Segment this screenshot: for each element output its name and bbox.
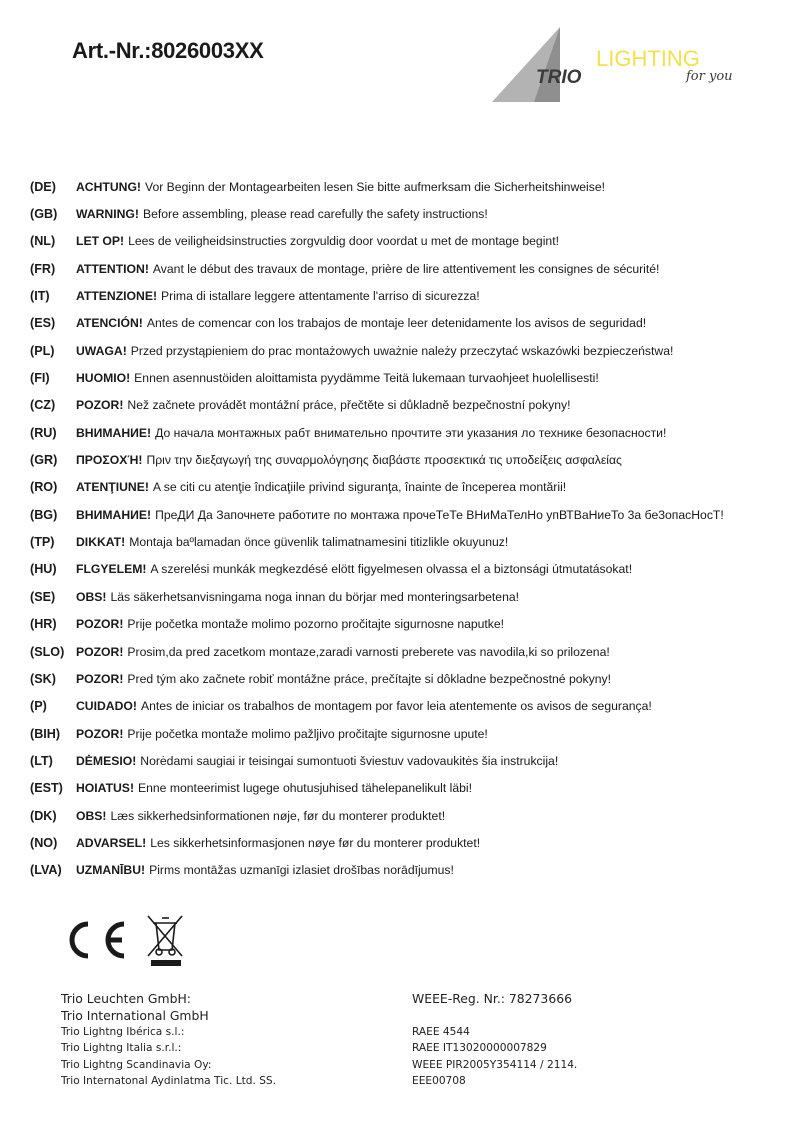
warning-keyword: ATTENZIONE! (76, 289, 158, 304)
warning-message: Les sikkerhetsinformasjonen nøye før du monterer produktet! (150, 835, 481, 850)
warning-text (76, 289, 480, 303)
warning-text (76, 562, 632, 576)
article-number: Art.-Nr.:8026003XX (72, 38, 264, 63)
warning-message: Prije početka montaže molimo pozorno pročitajte sigurnosne naputke! (127, 617, 505, 632)
warning-row (30, 747, 790, 774)
warning-text (76, 863, 454, 877)
raee-it-number: RAEE IT13020000007829 (412, 1042, 547, 1055)
warning-keyword: FLGYELEM! (76, 562, 147, 577)
warning-message: Než začnete provádět montážní práce, přečtěte si důkladně bezpečnostní pokyny! (127, 398, 571, 413)
language-code: (NO) (30, 835, 58, 850)
language-code: (PL) (30, 343, 55, 358)
warning-keyword: HOIATUS! (76, 781, 134, 796)
warning-row (30, 337, 790, 364)
warning-text (76, 590, 519, 604)
warning-text (76, 754, 558, 768)
company-name: Trio Lightng Ibérica s.l.: (61, 1026, 185, 1038)
language-code: (DK) (30, 808, 57, 823)
company-name: Trio Lightng Scandinavia Oy: (61, 1058, 212, 1071)
warning-keyword: HUOMIO! (76, 371, 131, 386)
warning-message: Läs säkerhetsanvisningama noga innan du börjar med monteringsarbetena! (110, 589, 520, 604)
company-name: Trio Internatonal Aydinlatma Tic. Ltd. SS. (61, 1075, 277, 1088)
warning-row (30, 611, 790, 638)
warning-row (30, 501, 790, 528)
spacer (412, 1007, 577, 1024)
language-code: (EST) (30, 781, 63, 796)
company-addresses (61, 990, 276, 1090)
language-code: (GB) (30, 207, 58, 222)
warning-text (76, 344, 673, 358)
eee-number: EEE00708 (412, 1075, 466, 1088)
warning-keyword: POZOR! (76, 617, 124, 632)
warning-text (76, 316, 646, 330)
language-code: (IT) (30, 289, 50, 304)
warning-text (76, 234, 559, 248)
warning-keyword: POZOR! (76, 671, 124, 686)
logo-tagline-text: for you (686, 69, 733, 84)
language-code: (ES) (30, 316, 56, 331)
language-code: (P) (30, 699, 47, 714)
company-name: Trio Lightng Italia s.r.l.: (61, 1042, 182, 1055)
warning-row (30, 200, 790, 227)
warning-text (76, 508, 724, 522)
warning-row (30, 392, 790, 419)
warning-text (76, 398, 570, 412)
warning-message: Avant le début des travaux de montage, prière de lire attentivement les consignes de sécurité! (152, 261, 660, 276)
warning-keyword: ATENŢIUNE! (76, 480, 149, 495)
warning-keyword: ВНИМАНИЕ! (76, 425, 152, 440)
warning-row (30, 802, 790, 829)
warning-message: Pirms montāžas uzmanīgi izlasiet drošības norādījumus! (149, 863, 454, 878)
company-name: Trio International GmbH (61, 1008, 209, 1023)
warning-row (30, 228, 790, 255)
warning-keyword: OBS! (76, 589, 107, 604)
warning-keyword: ΠΡΟΣΟΧΉ! (76, 453, 143, 468)
trio-lighting-logo (490, 22, 750, 104)
marks-graphic (62, 914, 192, 970)
warning-keyword: POZOR! (76, 644, 124, 659)
language-code: (BIH) (30, 726, 61, 741)
weee-pir-number: WEEE PIR2005Y354114 / 2114. (412, 1058, 578, 1071)
warning-text (76, 809, 445, 823)
language-code: (GR) (30, 453, 58, 468)
warning-row (30, 775, 790, 802)
warning-message: A szerelési munkák megkezdésé elött figyelmesen olvassa el a biztonsági útmutatásokat! (150, 562, 633, 577)
warning-text (76, 645, 610, 659)
warning-keyword: UZMANĪBU! (76, 863, 146, 878)
warning-row (30, 720, 790, 747)
warning-keyword: ACHTUNG! (76, 179, 141, 194)
trio-logo-graphic (490, 22, 750, 104)
warning-message: Antes de comencar con los trabajos de montaje leer detenidamente los avisos de seguridad! (146, 316, 647, 331)
warning-message: Ennen asennustöiden aloittamista pyydämme Teitä lukemaan turvaohjeet huolellisesti! (134, 371, 599, 386)
warning-row (30, 474, 790, 501)
logo-brand-text: TRIO (536, 67, 582, 88)
language-code: (TP) (30, 535, 55, 550)
warning-row (30, 282, 790, 309)
warning-message: Læs sikkerhedsinformationen nøje, før du monterer produktet! (110, 808, 446, 823)
language-code: (RO) (30, 480, 58, 495)
ce-mark-icon (72, 924, 124, 956)
language-code: (FI) (30, 371, 50, 386)
warning-text (76, 371, 599, 385)
language-code: (DE) (30, 179, 56, 194)
warning-keyword: OBS! (76, 808, 107, 823)
warning-keyword: ATTENTION! (76, 261, 149, 276)
warning-row (30, 255, 790, 282)
warning-row (30, 364, 790, 391)
warning-row (30, 665, 790, 692)
warning-text (76, 836, 480, 850)
warning-text (76, 672, 611, 686)
warning-row (30, 419, 790, 446)
language-code: (RU) (30, 425, 57, 440)
warning-text (76, 781, 472, 795)
warning-row (30, 583, 790, 610)
warning-keyword: ВНИМАНИЕ! (76, 507, 152, 522)
warning-keyword: DĖMESIO! (76, 753, 137, 768)
language-code: (SE) (30, 589, 56, 604)
language-code: (HR) (30, 617, 57, 632)
language-code: (SK) (30, 671, 56, 686)
warning-message: Prije početka montaže molimo pažljivo pročitajte sigurnosne upute! (127, 726, 488, 741)
warning-row (30, 693, 790, 720)
warning-keyword: POZOR! (76, 726, 124, 741)
language-code: (HU) (30, 562, 57, 577)
company-name: Trio Leuchten GmbH: (61, 991, 191, 1006)
language-code: (CZ) (30, 398, 56, 413)
warning-row (30, 310, 790, 337)
warning-text (76, 262, 659, 276)
warning-message: Lees de veiligheidsinstructies zorgvuldig door voordat u met de montage begint! (128, 234, 559, 249)
weee-bar-icon (151, 960, 181, 966)
warning-keyword: UWAGA! (76, 343, 127, 358)
warning-text (76, 180, 605, 194)
warning-text (76, 699, 652, 713)
warning-keyword: DIKKAT! (76, 535, 126, 550)
registration-numbers (412, 990, 577, 1090)
warning-row (30, 446, 790, 473)
language-code: (SLO) (30, 644, 65, 659)
warning-keyword: ADVARSEL! (76, 835, 147, 850)
warning-message: Before assembling, please read carefully the safety instructions! (142, 207, 488, 222)
warning-row (30, 638, 790, 665)
warning-row (30, 528, 790, 555)
warning-row (30, 556, 790, 583)
language-code: (BG) (30, 507, 58, 522)
language-code: (NL) (30, 234, 56, 249)
warning-message: Antes de iniciar os trabalhos de montagem por favor leia atentemente os avisos de segurança! (140, 699, 652, 714)
warning-row (30, 829, 790, 856)
warning-message: Norėdami saugiai ir teisingai sumontuoti šviestuv vadovaukitės šia instrukcija! (140, 753, 559, 768)
warning-message: A se citi cu atenţie îndicaţiile privind siguranţa, înainte de începerea montării! (152, 480, 567, 495)
safety-warnings-list (30, 173, 790, 884)
logo-lighting-text: LIGHTING (596, 46, 700, 71)
warning-message: ПреДИ Да Започнете работите по монтажа прочеТеТе ВНиМаТелНо упВТВаНиеТо 3а бе3опасНосТ! (155, 507, 724, 522)
compliance-marks (62, 914, 192, 970)
warning-message: Enne monteerimist lugege ohutusjuhised tähelepanelikult läbi! (138, 781, 473, 796)
warning-message: Pred tým ako začnete robiť montážne práce, prečítajte si dôkladne bezpečnostné pokyny! (127, 671, 611, 686)
warning-keyword: ATENCIÓN! (76, 316, 143, 331)
warning-message: Πριν την διεξαγωγή της συναρμολόγησης διαβάστε προσεκτικά τις υποδείξεις ασφαλείας (146, 453, 622, 468)
warning-message: Przed przystąpieniem do prac montażowych uważnie należy przeczytać wskazówki bezpieczeństwa! (130, 343, 674, 358)
warning-message: Montaja baºlamadan önce güvenlik talimatnamesini titizlikle okuyunuz! (129, 535, 509, 550)
warning-text (76, 453, 622, 467)
language-code: (LVA) (30, 863, 62, 878)
warning-text (76, 727, 488, 741)
warning-message: Vor Beginn der Montagearbeiten lesen Sie bitte aufmerksam die Sicherheitshinweise! (145, 179, 606, 194)
warning-row (30, 173, 790, 200)
warning-text (76, 426, 666, 440)
warning-text (76, 535, 508, 549)
warning-message: Prosim,da pred zacetkom montaze,zaradi varnosti preberete vas navodila,ki so prilozena! (127, 644, 610, 659)
warning-keyword: CUIDADO! (76, 699, 137, 714)
language-code: (FR) (30, 261, 56, 276)
warning-keyword: WARNING! (76, 207, 139, 222)
warning-text (76, 207, 488, 221)
warning-message: До начала монтажных рабт внимательно прочтите эти указания ло технике безопасности! (155, 425, 667, 440)
warning-row (30, 857, 790, 884)
language-code: (LT) (30, 753, 53, 768)
warning-message: Prima di istallare leggere attentamente l'arriso di sicurezza! (161, 289, 480, 304)
weee-bin-icon (148, 916, 182, 956)
raee-number: RAEE 4544 (412, 1026, 470, 1038)
warning-text (76, 480, 566, 494)
warning-keyword: POZOR! (76, 398, 124, 413)
warning-text (76, 617, 504, 631)
warning-keyword: LET OP! (76, 234, 125, 249)
weee-reg-number: WEEE-Reg. Nr.: 78273666 (412, 991, 572, 1006)
